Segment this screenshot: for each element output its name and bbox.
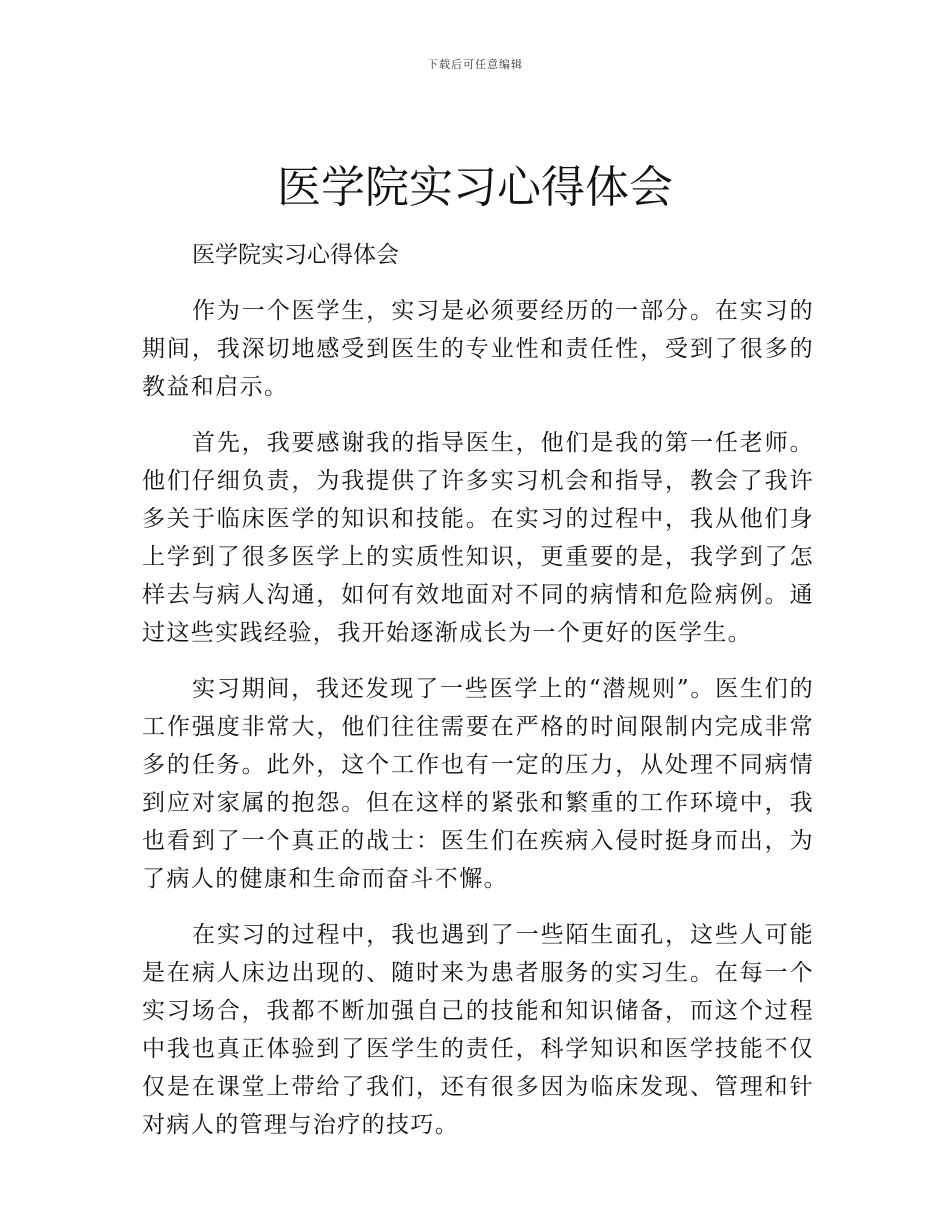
document-body: [142, 236, 814, 1162]
document-subtitle: 医学院实习心得体会: [192, 242, 399, 268]
paragraph-4: 在实习的过程中，我也遇到了一些陌生面孔，这些人可能是在病人床边出现的、随时来为患者服务的实习生。在每一个实习场合，我都不断加强自己的技能和知识储备，而这个过程中我也真正体验到了医学生的责任，科学知识和医学技能不仅仅是在课堂上带给了我们，还有很多因为临床发现、管理和针对病人的管理与治疗的技巧。: [142, 922, 814, 1138]
document-title: 医学院实习心得体会: [277, 162, 673, 213]
paragraph-1: 作为一个医学生，实习是必须要经历的一部分。在实习的期间，我深切地感受到医生的专业性和责任性，受到了很多的教益和启示。: [142, 298, 814, 400]
paragraph-2: 首先，我要感谢我的指导医生，他们是我的第一任老师。他们仔细负责，为我提供了许多实习机会和指导，教会了我许多关于临床医学的知识和技能。在实习的过程中，我从他们身上学到了很多医学上的实质性知识，更重要的是，我学到了怎样去与病人沟通，如何有效地面对不同的病情和危险病例。通过这些实践经验，我开始逐渐成长为一个更好的医学生。: [142, 430, 814, 646]
paragraph-3: 实习期间，我还发现了一些医学上的“潜规则”。医生们的工作强度非常大，他们往往需要在严格的时间限制内完成非常多的任务。此外，这个工作也有一定的压力，从处理不同病情到应对家属的抱怨。但在这样的紧张和繁重的工作环境中，我也看到了一个真正的战士：医生们在疾病入侵时挺身而出，为了病人的健康和生命而奋斗不懈。: [142, 676, 814, 892]
header-note: 下载后可任意编辑: [427, 58, 523, 71]
